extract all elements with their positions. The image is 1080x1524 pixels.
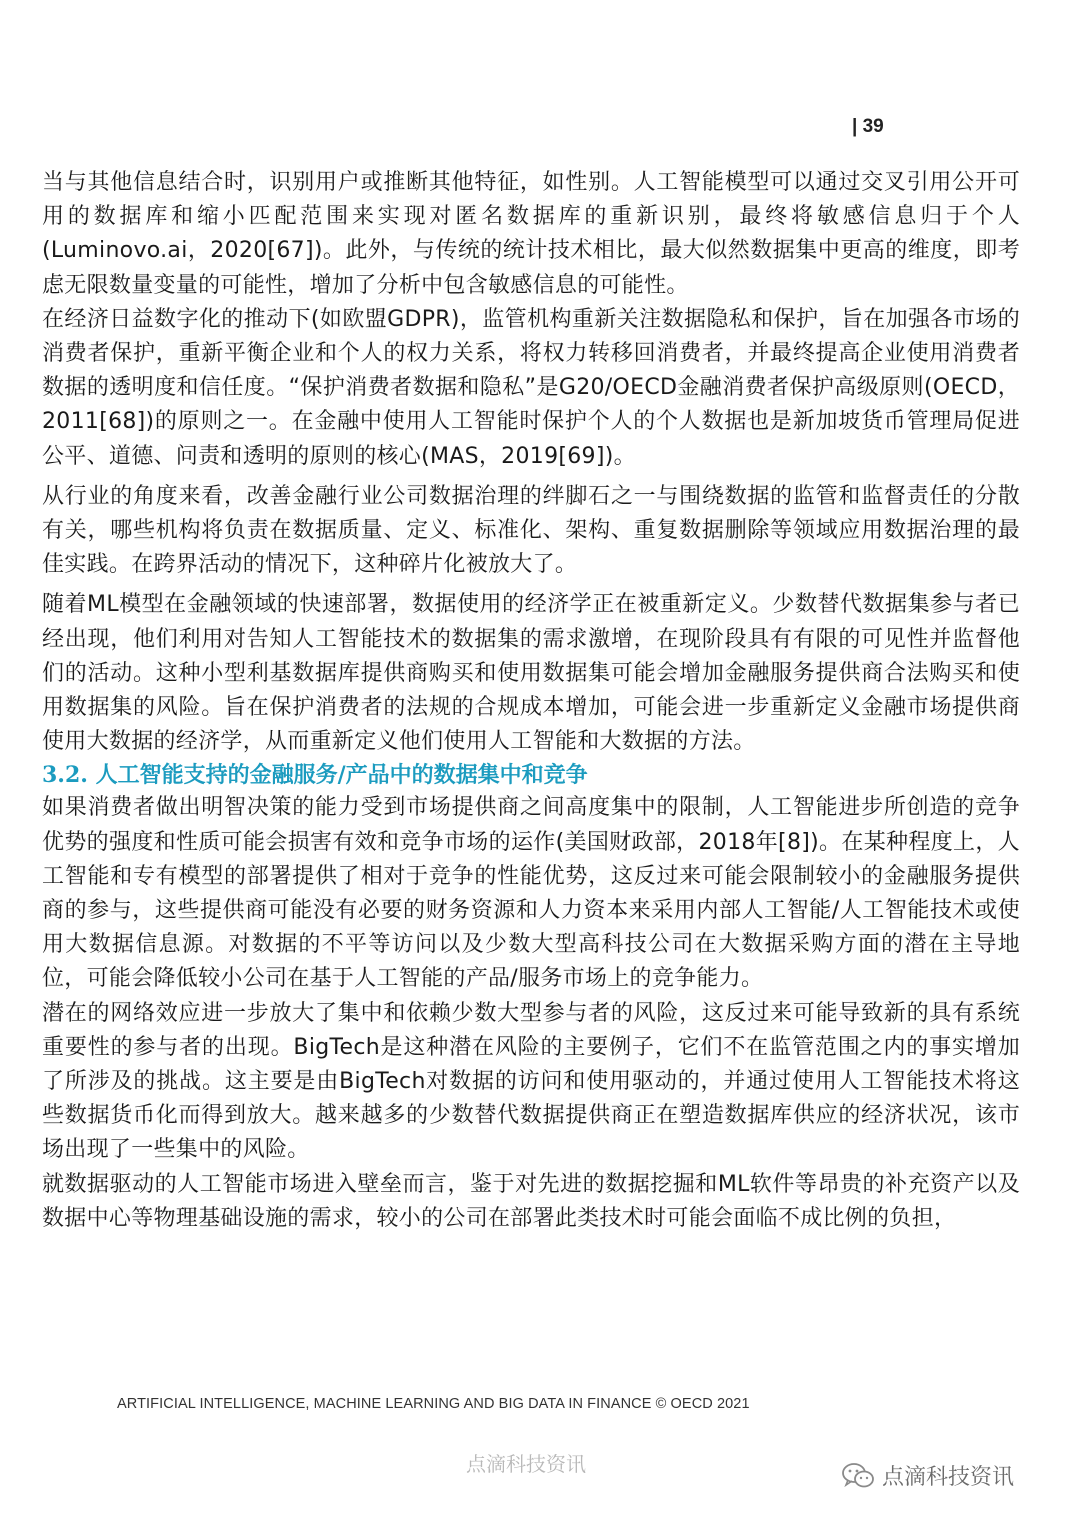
section-paragraph-3: 就数据驱动的人工智能市场进入壁垒而言，鉴于对先进的数据挖掘和ML软件等昂贵的补充资产以及数据中心等物理基础设施的需求，较小的公司在部署此类技术时可能会面临不成比例的负担，: [42, 1171, 1020, 1231]
section-heading: 3.2. 人工智能支持的金融服务/产品中的数据集中和竞争: [42, 762, 588, 789]
paragraph-2: 在经济日益数字化的推动下(如欧盟GDPR)，监管机构重新关注数据隐私和保护，旨在加强各市场的消费者保护，重新平衡企业和个人的权力关系，将权力转移回消费者，并最终提高企业使用消费者数据的透明度和信任度。“保护消费者数据和隐私”是G20/OECD金融消费者保护高级原则(OECD，2011[68])的原则之一。在金融中使用人工智能时保护个人的个人数据也是新加坡货币管理局促进公平、道德、问责和透明的原则的核心(MAS，2019[69])。: [42, 306, 1020, 469]
section-paragraph-1: 如果消费者做出明智决策的能力受到市场提供商之间高度集中的限制，人工智能进步所创造的竞争优势的强度和性质可能会损害有效和竞争市场的运作(美国财政部，2018年[8])。在某种程度上，人工智能和专有模型的部署提供了相对于竞争的性能优势，这反过来可能会限制较小的金融服务提供商的参与，这些提供商可能没有必要的财务资源和人力资本来采用内部人工智能/人工智能技术或使用大数据信息源。对数据的不平等访问以及少数大型高科技公司在大数据采购方面的潜在主导地位，可能会降低较小公司在基于人工智能的产品/服务市场上的竞争能力。: [42, 795, 1020, 992]
watermark-brand: [840, 1460, 1014, 1491]
document-body: [42, 166, 1020, 1236]
watermark-brand-text: 点滴科技资讯: [882, 1465, 1015, 1490]
watermark-center: 点滴科技资讯: [466, 1452, 586, 1476]
paragraph-3: 从行业的角度来看，改善金融行业公司数据治理的绊脚石之一与围绕数据的监管和监督责任的分散有关，哪些机构将负责在数据质量、定义、标准化、架构、重复数据删除等领域应用数据治理的最佳实践。在跨界活动的情况下，这种碎片化被放大了。: [42, 483, 1020, 578]
page-number: | 39: [852, 116, 884, 137]
paragraph-1: 当与其他信息结合时，识别用户或推断其他特征，如性别。人工智能模型可以通过交叉引用公开可用的数据库和缩小匹配范围来实现对匿名数据库的重新识别，最终将敏感信息归于个人(Luminovo.ai，2020[67])。此外，与传统的统计技术相比，最大似然数据集中更高的维度，即考虑无限数量变量的可能性，增加了分析中包含敏感信息的可能性。: [42, 170, 1020, 298]
section-paragraph-2: 潜在的网络效应进一步放大了集中和依赖少数大型参与者的风险，这反过来可能导致新的具有系统重要性的参与者的出现。BigTech是这种潜在风险的主要例子，它们不在监管范围之内的事实增加了所涉及的挑战。这主要是由BigTech对数据的访问和使用驱动的，并通过使用人工智能技术将这些数据货币化而得到放大。越来越多的少数替代数据提供商正在塑造数据库供应的经济状况，该市场出现了一些集中的风险。: [42, 1000, 1020, 1163]
wechat-icon: [840, 1461, 876, 1491]
footer-copyright: ARTIFICIAL INTELLIGENCE, MACHINE LEARNING AND BIG DATA IN FINANCE © OECD 2021: [117, 1396, 750, 1412]
paragraph-4: 随着ML模型在金融领域的快速部署，数据使用的经济学正在被重新定义。少数替代数据集参与者已经出现，他们利用对告知人工智能技术的数据集的需求激增，在现阶段具有有限的可见性并监督他们的活动。这种小型利基数据库提供商购买和使用数据集可能会增加金融服务提供商合法购买和使用数据集的风险。旨在保护消费者的法规的合规成本增加，可能会进一步重新定义金融市场提供商使用大数据的经济学，从而重新定义他们使用人工智能和大数据的方法。: [42, 592, 1020, 755]
